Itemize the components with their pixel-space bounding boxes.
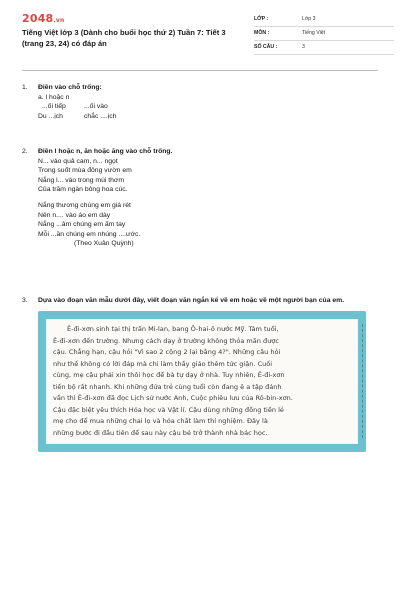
blank-item: ...ối tiếp xyxy=(42,103,66,111)
blank-item: Du ...ịch xyxy=(38,112,63,120)
question-number: 3. xyxy=(22,297,28,304)
page-title-line-2: (trang 23, 24) có đáp án xyxy=(22,38,107,48)
question-number: 2. xyxy=(22,148,28,155)
logo-suffix: .vn xyxy=(53,17,65,24)
blank-row xyxy=(38,102,378,112)
blank-item: ...ối vào xyxy=(84,103,108,111)
poem-line: Nắng thương chúng em giá rét xyxy=(38,201,131,209)
poem-line: Nên n.... vào áo em dày xyxy=(38,211,111,219)
poem-line: Nắng l... vào trong mùi thơm xyxy=(38,176,125,184)
page-title xyxy=(22,28,232,49)
poem-line: N... vào quả cam, n... ngọt xyxy=(38,157,118,165)
poem-line: Của trăm ngàn bông hoa cúc. xyxy=(38,186,128,194)
meta-row-subject xyxy=(254,27,394,41)
poem-line: Mỗi ...ần chúng em nhúng ....ước. xyxy=(38,230,141,238)
logo-text: 2048 xyxy=(22,12,54,25)
meta-row-class xyxy=(254,13,394,27)
meta-key: MÔN : xyxy=(254,30,270,36)
passage-line: như thế không có lời đáp mà chỉ làm thầy giáo thêm tức giận. Cuối xyxy=(53,359,273,368)
passage-line: vần thì Ê-đi-xơn đã đọc Lịch sử nước Anh, Cuộc phiêu lưu của Rô-bin-xơn. xyxy=(53,394,293,403)
dashed-cut-line xyxy=(361,324,363,438)
page-title-line-1: Tiếng Việt lớp 3 (Dành cho buổi học thứ 2) Tuần 7: Tiết 3 xyxy=(22,28,226,37)
site-logo[interactable] xyxy=(22,12,64,25)
meta-value: Tiếng Việt xyxy=(302,30,326,36)
question-number: 1. xyxy=(22,84,28,91)
passage-line: tiến bộ rất nhanh. Khi những đứa trẻ cùng tuổi còn đang ê a tập đánh xyxy=(53,382,282,391)
sample-passage-image xyxy=(38,311,366,452)
blank-item: chắc ....ịch xyxy=(84,112,117,120)
poem-author: (Theo Xuân Quỳnh) xyxy=(74,240,134,248)
question-subtitle: a. l hoặc n xyxy=(38,93,70,101)
passage-line: mẹ cho để mua những chai lọ và hóa chất làm thí nghiệm. Đây là xyxy=(53,417,268,426)
passage-line: những bước đi đầu tiên để sau này cậu bé trở thành nhà bác học. xyxy=(53,428,268,437)
meta-value: 3 xyxy=(302,44,305,50)
poem-line: Nắng ...âm chúng em ấm tay xyxy=(38,221,126,229)
document-meta-table xyxy=(254,13,394,55)
passage-line: cùng, mẹ cậu phải xin thôi học để bà tự dạy ở nhà. Tuy nhiên, Ê-đi-xơn xyxy=(53,371,285,380)
question-body xyxy=(38,83,378,121)
poem-line: Trong suốt mùa đông vườn em xyxy=(38,167,132,175)
passage-line: Ê-đi-xơn sinh tại thị trấn Mi-lan, bang Ô-hai-ô nước Mỹ. Tám tuổi, xyxy=(67,325,279,333)
passage-text xyxy=(53,324,349,439)
blank-row xyxy=(38,112,378,122)
meta-key: LỚP : xyxy=(254,16,269,22)
question-title: Điền l hoặc n, ăn hoặc ăng vào chỗ trống. xyxy=(38,148,173,155)
document-header xyxy=(22,12,382,64)
passage-line: cậu. Chẳng hạn, cậu hỏi "Vì sao 2 cộng 2 lại bằng 4?". Những câu hỏi xyxy=(53,348,281,357)
passage-line: Ê-đi-xơn đến trường. Nhưng cách dạy ở trường không thỏa mãn được xyxy=(53,336,279,345)
meta-key: SỐ CÂU : xyxy=(254,44,278,50)
question-body xyxy=(38,296,378,306)
passage-line: Cậu đặc biệt yêu thích Hóa học và Vật lí. Cậu dùng những đồng tiền lẻ xyxy=(53,405,284,414)
meta-value: Lớp 3 xyxy=(302,16,316,22)
question-title: Điền vào chỗ trống: xyxy=(38,84,102,91)
question-body xyxy=(38,147,378,249)
passage-paper xyxy=(46,319,358,444)
meta-row-question-count xyxy=(254,41,394,55)
header-divider xyxy=(22,70,378,71)
question-title: Dựa vào đoạn văn mẫu dưới đây, viết đoạn văn ngắn kể về em hoặc về một người bạn của em. xyxy=(38,297,345,304)
